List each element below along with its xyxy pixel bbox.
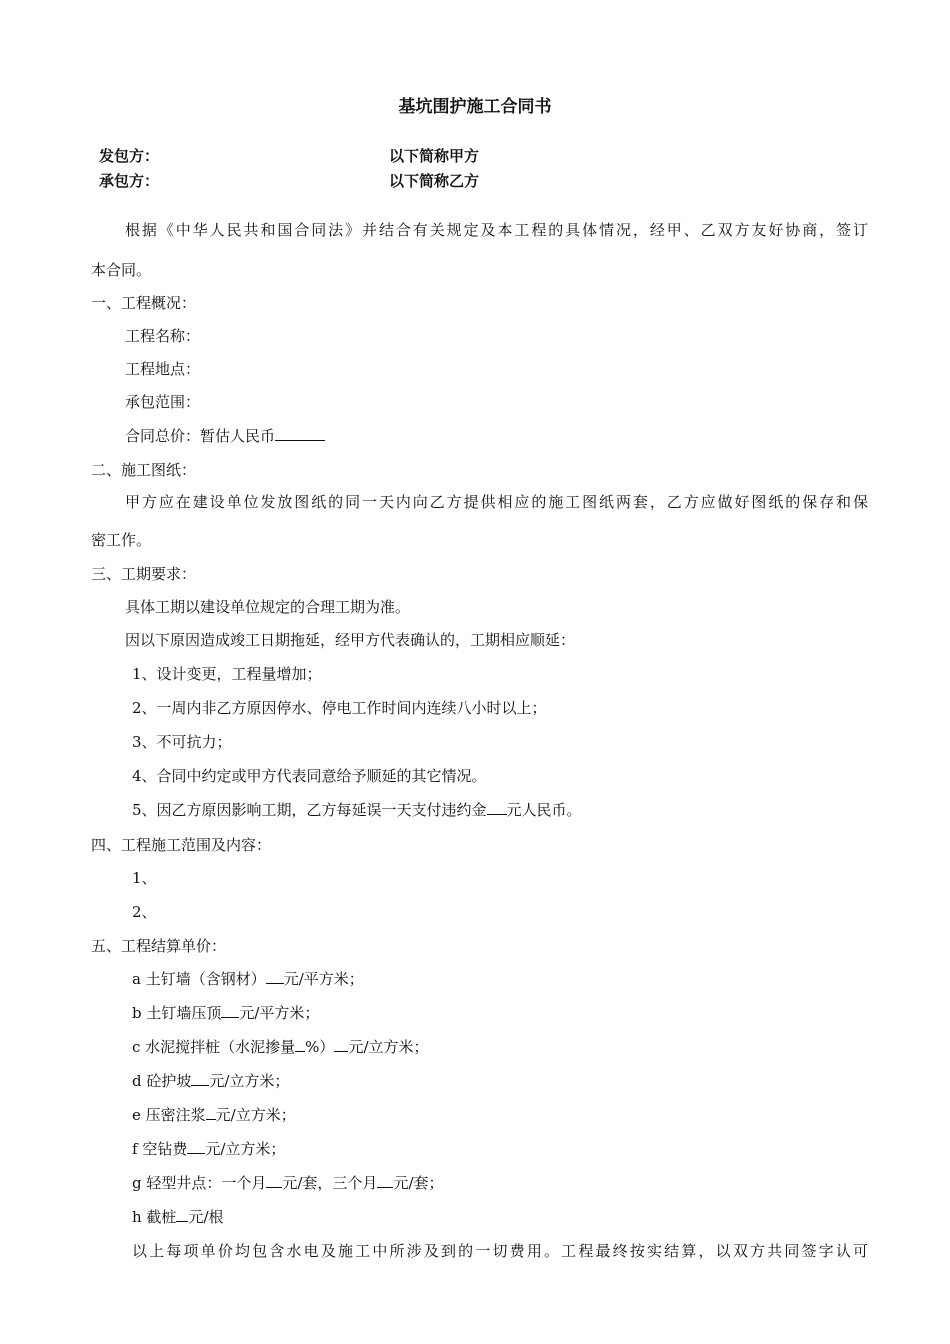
price-item-g-label: g 轻型井点：一个月 (132, 1174, 267, 1192)
price-item-c-unit: 元/立方米； (348, 1038, 429, 1056)
delay-item-5-text: 5、因乙方原因影响工期，乙方每延误一天支付违约金 (132, 801, 487, 819)
section-2-heading: 二、施工图纸： (91, 461, 197, 479)
blank (377, 1172, 393, 1188)
blank (334, 1036, 348, 1052)
blank (187, 1138, 205, 1154)
price-item-g (132, 1172, 444, 1193)
delay-item-5 (132, 799, 582, 820)
price-item-f-unit: 元/立方米； (205, 1140, 286, 1158)
price-item-c-label: c 水泥搅拌桩（水泥掺量 (132, 1038, 296, 1056)
intro-line-1: 根据《中华人民共和国合同法》并结合有关规定及本工程的具体情况，经甲、乙双方友好协商，签订 (125, 221, 868, 239)
party-b-note: 以下简称乙方 (389, 172, 480, 190)
settlement-note: 以上每项单价均包含水电及施工中所涉及到的一切费用。工程最终按实结算，以双方共同签字认可 (132, 1242, 868, 1260)
price-blank (275, 425, 325, 441)
blank (266, 1172, 282, 1188)
document-title: 基坑围护施工合同书 (398, 97, 552, 117)
price-item-d (132, 1070, 289, 1091)
price-item-c-pct: %） (305, 1038, 335, 1056)
scope-item-1: 1、 (132, 869, 157, 887)
price-item-g-mid: 元/套，三个月 (282, 1174, 378, 1192)
party-a-note: 以下简称甲方 (389, 147, 480, 165)
price-item-a-unit: 元/平方米； (283, 970, 364, 988)
penalty-blank (487, 799, 507, 815)
party-b-label: 承包方： (99, 172, 160, 190)
delay-item-5-unit: 元人民币。 (506, 801, 582, 819)
price-item-a-label: a 土钉墙（含钢材） (132, 970, 266, 988)
section-1-heading: 一、工程概况： (91, 294, 197, 312)
price-item-h (132, 1206, 224, 1227)
price-item-e (132, 1104, 296, 1125)
price-item-b-unit: 元/平方米； (239, 1004, 320, 1022)
price-item-b-label: b 土钉墙压顶 (132, 1004, 222, 1022)
blank (206, 1104, 216, 1120)
party-a-label: 发包方： (99, 147, 160, 165)
price-item-e-unit: 元/立方米； (215, 1106, 296, 1124)
price-item-e-label: e 压密注浆 (132, 1106, 206, 1124)
scope-item-2: 2、 (132, 903, 157, 921)
contract-price-label: 合同总价：暂估人民币 (125, 427, 276, 445)
drawings-line-1: 甲方应在建设单位发放图纸的同一天内向乙方提供相应的施工图纸两套，乙方应做好图纸的保存和保 (125, 493, 868, 511)
delay-item-3: 3、不可抗力； (132, 733, 232, 751)
price-item-g-unit: 元/套； (393, 1174, 444, 1192)
section-5-heading: 五、工程结算单价： (91, 937, 227, 955)
section-3-heading: 三、工期要求： (91, 565, 197, 583)
section-4-heading: 四、工程施工范围及内容： (91, 836, 272, 854)
blank (191, 1070, 209, 1086)
price-item-d-label: d 砼护坡 (132, 1072, 192, 1090)
price-item-a (132, 968, 364, 989)
intro-line-2: 本合同。 (91, 261, 152, 279)
schedule-line-1: 具体工期以建设单位规定的合理工期为准。 (125, 598, 411, 616)
delay-item-1: 1、设计变更，工程量增加； (132, 665, 322, 683)
price-item-h-label: h 截桩 (132, 1208, 177, 1226)
delay-item-4: 4、合同中约定或甲方代表同意给予顺延的其它情况。 (132, 767, 487, 785)
project-location-label: 工程地点： (125, 360, 201, 378)
contract-price-line (125, 425, 325, 446)
blank (221, 1002, 239, 1018)
price-item-f-label: f 空钻费 (132, 1140, 188, 1158)
contract-scope-label: 承包范围： (125, 393, 201, 411)
blank (266, 968, 284, 984)
price-item-c (132, 1036, 429, 1057)
schedule-line-2: 因以下原因造成竣工日期拖延，经甲方代表确认的，工期相应顺延： (125, 631, 576, 649)
blank (295, 1036, 305, 1052)
price-item-b (132, 1002, 319, 1023)
delay-item-2: 2、一周内非乙方原因停水、停电工作时间内连续八小时以上； (132, 699, 547, 717)
price-item-h-unit: 元/根 (188, 1208, 224, 1226)
price-item-f (132, 1138, 285, 1159)
drawings-line-2: 密工作。 (91, 531, 152, 549)
project-name-label: 工程名称： (125, 327, 201, 345)
blank (176, 1206, 188, 1222)
price-item-d-unit: 元/立方米； (209, 1072, 290, 1090)
